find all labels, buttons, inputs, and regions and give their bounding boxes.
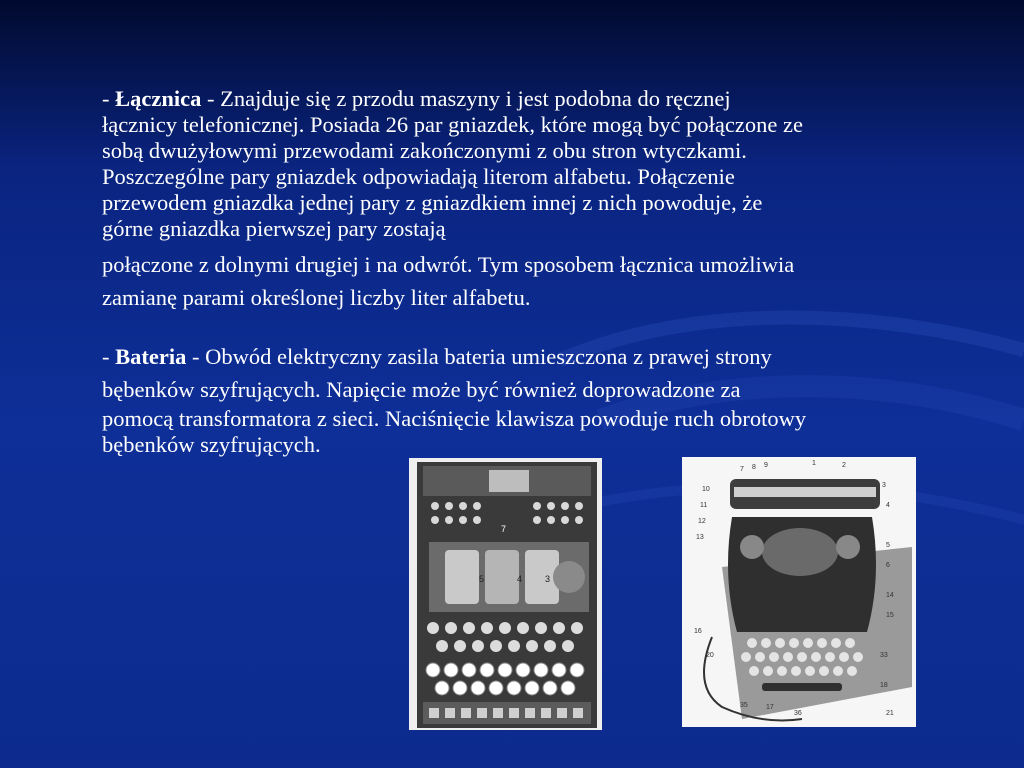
callout-33: 33 <box>880 652 888 659</box>
callout-13: 13 <box>696 534 704 541</box>
bateria-separator: - <box>186 344 206 369</box>
callout-2: 2 <box>842 462 846 469</box>
lacznica-line-3: sobą dwużyłowymi przewodami zakończonymi z obu stron wtyczkami. <box>102 138 747 163</box>
lacznica-line-4: Poszczególne pary gniazdek odpowiadają literom alfabetu. Połączenie <box>102 164 735 189</box>
lacznica-line-5: przewodem gniazdka jednej pary z gniazdkiem innej z nich powoduje, że <box>102 190 763 215</box>
callout-5: 5 <box>886 542 890 549</box>
rotor-label-2: 4 <box>517 574 523 584</box>
lacznica-continuation <box>102 248 982 314</box>
callout-36: 36 <box>794 710 802 717</box>
callout-8: 8 <box>752 464 756 471</box>
enigma-machine-photo <box>409 458 602 730</box>
callout-17: 17 <box>766 704 774 711</box>
callout-7: 7 <box>740 466 744 473</box>
callout-4: 4 <box>886 502 890 509</box>
bateria-line-3: pomocą transformatora z sieci. Naciśnięcie klawisza powoduje ruch obrotowy <box>102 406 807 431</box>
lacznica-line-8: zamianę parami określonej liczby liter alfabetu. <box>102 285 531 310</box>
callout-35: 35 <box>740 702 748 709</box>
callout-18: 18 <box>880 682 888 689</box>
callout-11: 11 <box>700 502 708 509</box>
callout-21: 21 <box>886 710 894 717</box>
enigma-top-label: 7 <box>501 524 507 534</box>
callout-14: 14 <box>886 592 894 599</box>
bateria-line-1: Obwód elektryczny zasila bateria umieszczona z prawej strony <box>205 344 772 369</box>
lacznica-separator: - <box>201 86 221 111</box>
callout-3: 3 <box>882 482 886 489</box>
bateria-dash: - <box>102 344 116 369</box>
callout-9: 9 <box>764 462 768 469</box>
rotor-label-3: 3 <box>545 574 551 584</box>
lacznica-dash: - <box>102 86 116 111</box>
typewriter-photo <box>682 457 916 727</box>
lacznica-paragraph <box>102 86 982 242</box>
lacznica-line-7: połączone z dolnymi drugiej i na odwrót. Tym sposobem łącznica umożliwia <box>102 252 795 277</box>
bateria-continuation <box>102 406 982 458</box>
bateria-paragraph <box>102 340 982 406</box>
lacznica-line-2: łącznicy telefonicznej. Posiada 26 par gniazdek, które mogą być połączone ze <box>102 112 803 137</box>
rotor-label-1: 5 <box>479 574 485 584</box>
callout-16: 16 <box>694 628 702 635</box>
slide-body-text <box>102 86 982 458</box>
callout-10: 10 <box>702 486 710 493</box>
callout-6: 6 <box>886 562 890 569</box>
bateria-term: Bateria <box>115 344 187 369</box>
bateria-line-2: bębenków szyfrujących. Napięcie może być również doprowadzone za <box>102 377 741 402</box>
callout-1: 1 <box>812 460 816 467</box>
callout-20: 20 <box>706 652 714 659</box>
lacznica-line-1: Znajduje się z przodu maszyny i jest podobna do ręcznej <box>220 86 731 111</box>
callout-12: 12 <box>698 518 706 525</box>
lacznica-term: Łącznica <box>115 86 202 111</box>
lacznica-line-6: górne gniazdka pierwszej pary zostają <box>102 216 446 241</box>
callout-15: 15 <box>886 612 894 619</box>
bateria-line-4: bębenków szyfrujących. <box>102 432 321 457</box>
